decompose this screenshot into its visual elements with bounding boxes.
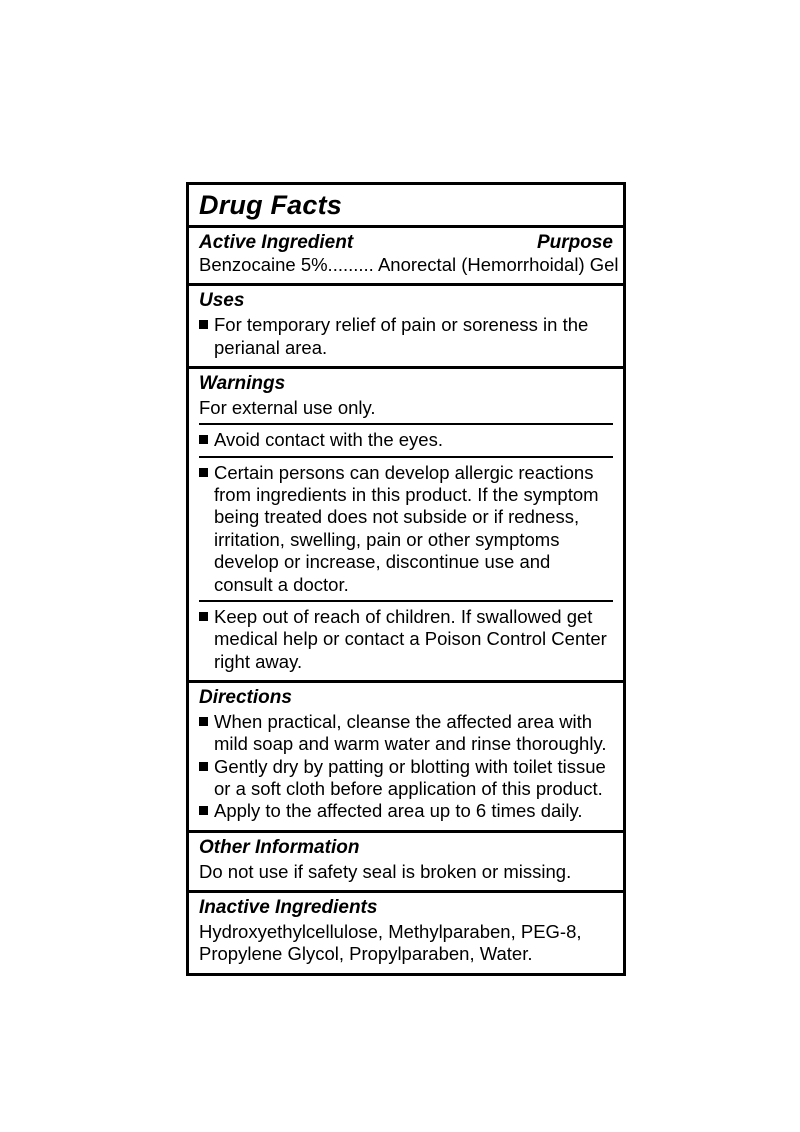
directions-heading: Directions: [199, 687, 292, 709]
list-item: Certain persons can develop allergic reactions from ingredients in this product. If the symptom being treated does not subside or if redness, irritation, swelling, pain or other symptoms develop or increase, discontinue use and consult a doctor.: [199, 462, 613, 596]
other-information-line: Do not use if safety seal is broken or missing.: [199, 860, 572, 882]
divider: [199, 600, 613, 602]
divider: [199, 423, 613, 425]
warnings-heading: Warnings: [199, 372, 286, 394]
drug-facts-panel: [186, 182, 626, 976]
purpose-heading: Purpose: [536, 232, 613, 254]
uses-section: [189, 286, 623, 369]
list-item: When practical, cleanse the affected area with mild soap and warm water and rinse thoroughly.: [199, 711, 613, 756]
warnings-section: [189, 369, 623, 683]
drug-facts-title-section: [189, 185, 623, 228]
warnings-list-1: [199, 429, 613, 451]
inactive-ingredients-heading: Inactive Ingredients: [199, 897, 378, 919]
inactive-ingredients-line: Hydroxyethylcellulose, Methylparaben, PEG-8, Propylene Glycol, Propylparaben, Water.: [199, 920, 582, 965]
warnings-list-3: [199, 606, 613, 673]
active-ingredient-section: [189, 228, 623, 286]
list-item: For temporary relief of pain or soreness in the perianal area.: [199, 314, 613, 359]
active-ingredient-line: Benzocaine 5%......... Anorectal (Hemorrhoidal) Gel: [199, 254, 619, 276]
list-item: Apply to the affected area up to 6 times daily.: [199, 800, 613, 822]
active-ingredient-header-row: [199, 232, 613, 254]
uses-list: [199, 314, 613, 359]
other-information-heading: Other Information: [199, 836, 360, 858]
list-item: Gently dry by patting or blotting with toilet tissue or a soft cloth before application of this product.: [199, 756, 613, 801]
list-item: Keep out of reach of children. If swallowed get medical help or contact a Poison Control Center right away.: [199, 606, 613, 673]
warnings-intro: For external use only.: [199, 396, 376, 418]
divider: [199, 456, 613, 458]
warnings-list-2: [199, 462, 613, 596]
page-title: Drug Facts: [199, 190, 343, 220]
directions-section: [189, 683, 623, 833]
list-item: Avoid contact with the eyes.: [199, 429, 613, 451]
active-ingredient-heading: Active Ingredient: [199, 232, 354, 254]
inactive-ingredients-section: [189, 893, 623, 973]
uses-heading: Uses: [199, 290, 245, 312]
other-information-section: [189, 833, 623, 893]
directions-list: [199, 711, 613, 823]
